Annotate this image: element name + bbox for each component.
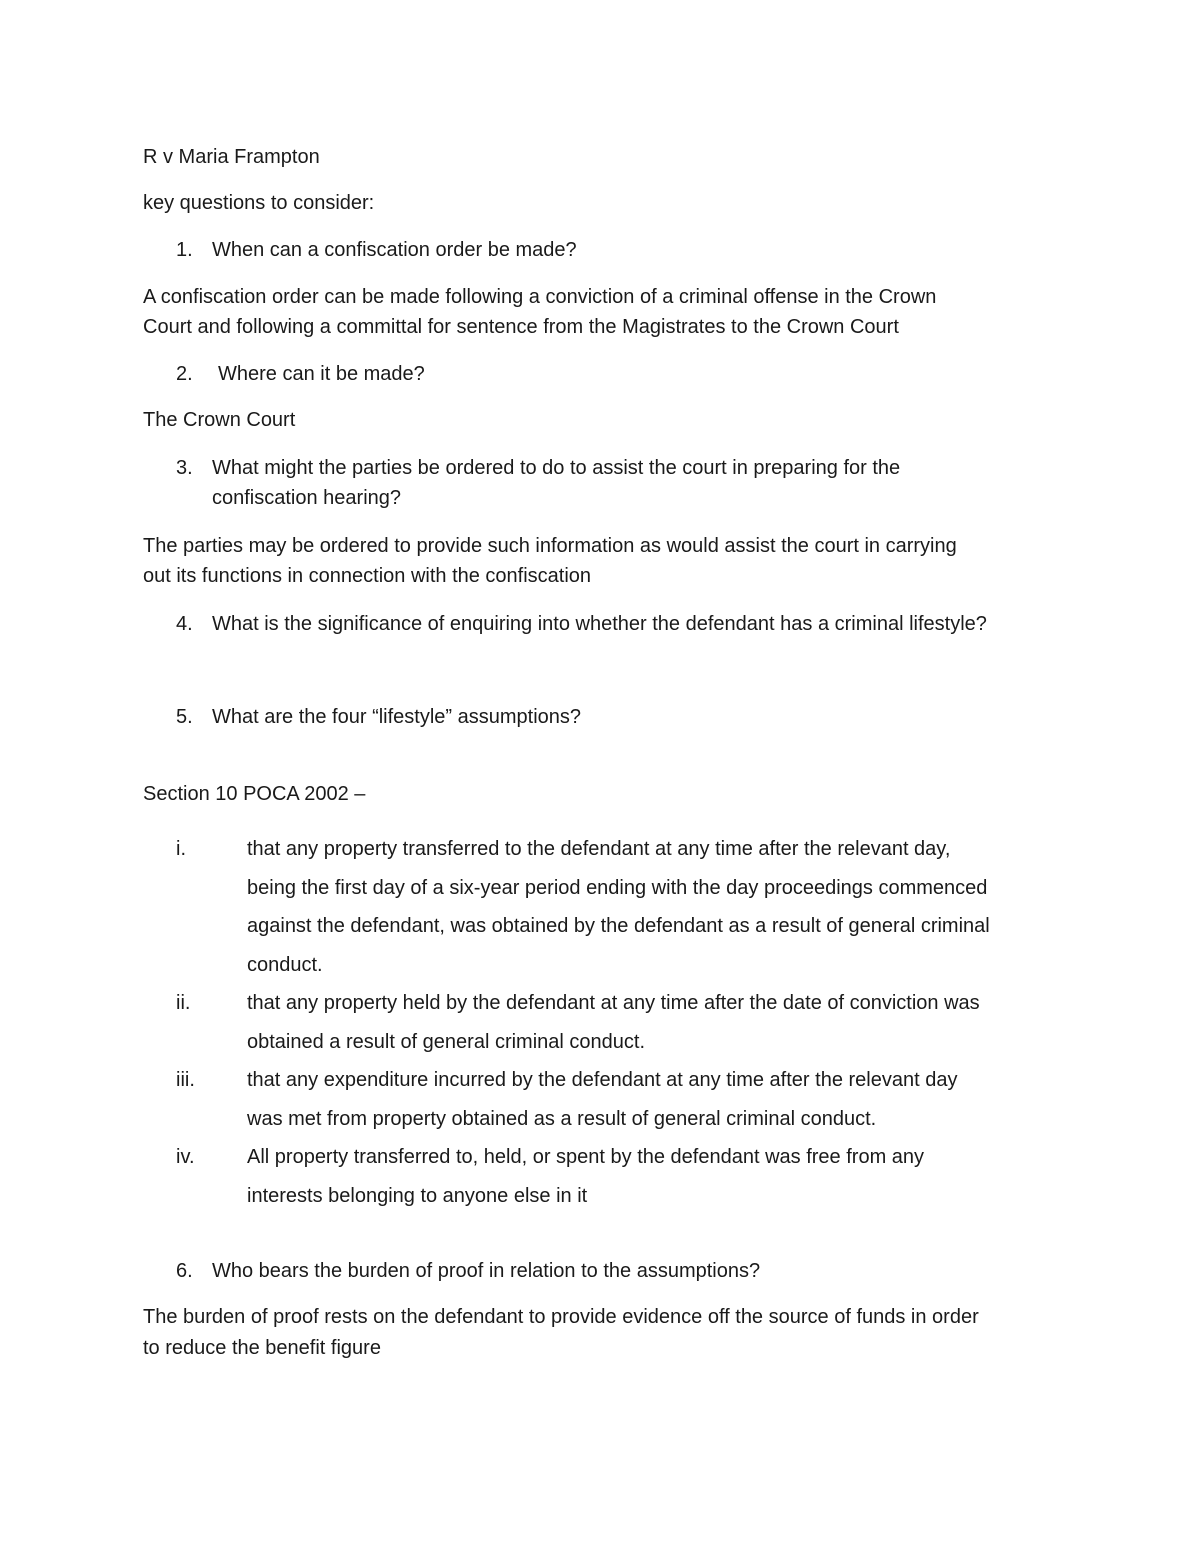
list-numeral: ii. [176,992,191,1014]
list-item-text: being the first day of a six-year period ending with the day proceedings commenced [247,876,988,899]
answer-text: The burden of proof rests on the defendant to provide evidence off the source of funds in order [143,1306,979,1328]
question-number: 6. [176,1260,193,1282]
question-number: 3. [176,457,193,479]
question-text: Where can it be made? [218,363,425,385]
section-heading: Section 10 POCA 2002 – [143,783,366,805]
list-numeral: i. [176,838,186,860]
answer-text: to reduce the benefit figure [143,1337,381,1359]
question-text: What are the four “lifestyle” assumptions? [212,706,582,728]
list-item-text: that any expenditure incurred by the defendant at any time after the relevant day [247,1069,958,1091]
list-item-text: that any property held by the defendant at any time after the date of conviction was [247,992,980,1014]
question-text: What is the significance of enquiring into whether the defendant has a criminal lifestyle? [212,613,987,635]
list-item-text: was met from property obtained as a result of general criminal conduct. [247,1107,877,1130]
list-item-text: that any property transferred to the defendant at any time after the relevant day, [247,838,951,860]
list-item-text: obtained a result of general criminal conduct. [247,1030,646,1053]
list-item-text: conduct. [247,953,323,976]
question-number: 4. [176,613,193,635]
answer-text: Court and following a committal for sentence from the Magistrates to the Crown Court [143,316,899,338]
list-numeral: iv. [176,1146,195,1168]
question-text: confiscation hearing? [212,487,402,509]
list-item-text: interests belonging to anyone else in it [247,1184,588,1207]
answer-text: out its functions in connection with the confiscation [143,565,592,587]
question-text: Who bears the burden of proof in relation to the assumptions? [212,1260,761,1282]
answer-text: The parties may be ordered to provide such information as would assist the court in carrying [143,535,957,557]
intro-text: key questions to consider: [143,192,375,214]
list-numeral: iii. [176,1069,195,1091]
document-title: R v Maria Frampton [143,146,320,168]
answer-text: A confiscation order can be made following a conviction of a criminal offense in the Crown [143,286,937,308]
list-item-text: against the defendant, was obtained by the defendant as a result of general criminal [247,915,990,937]
question-text: When can a confiscation order be made? [212,239,577,261]
list-item-text: All property transferred to, held, or spent by the defendant was free from any [247,1146,925,1168]
question-number: 2. [176,363,193,385]
question-text: What might the parties be ordered to do to assist the court in preparing for the [212,457,901,479]
question-number: 1. [176,239,193,261]
question-number: 5. [176,706,193,728]
answer-text: The Crown Court [143,409,296,431]
